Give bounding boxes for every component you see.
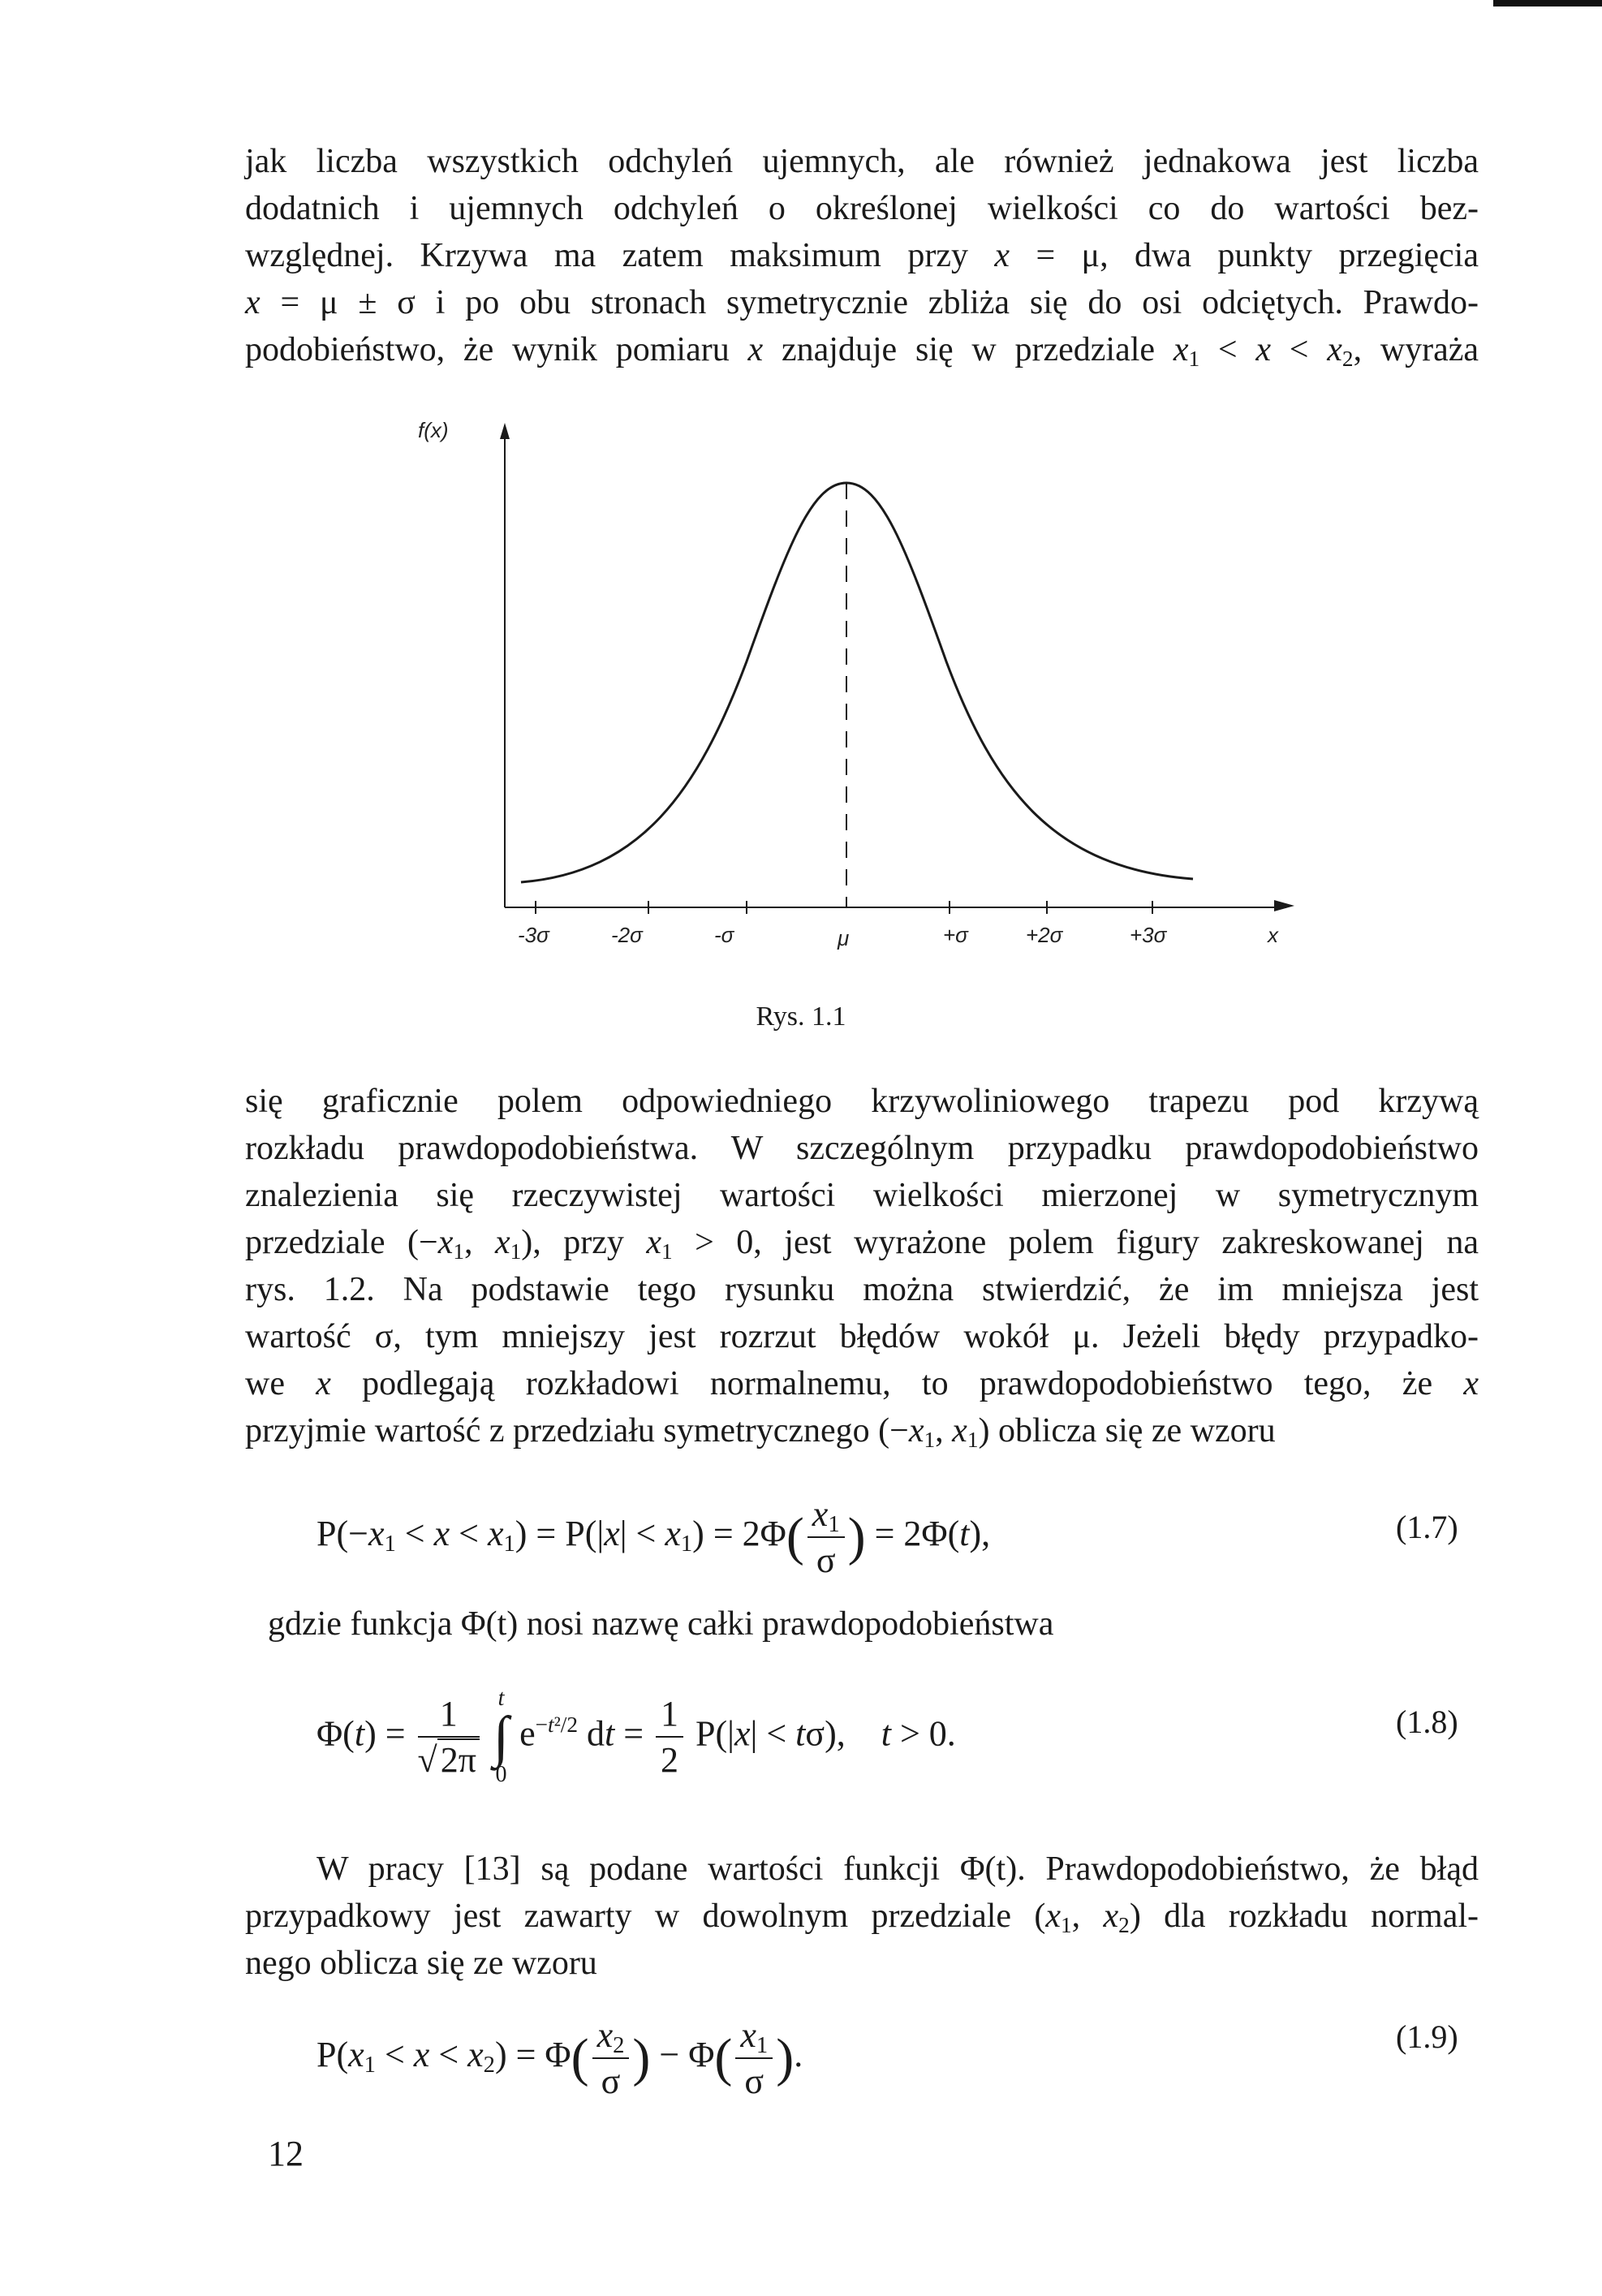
para1-line-3-a: względnej. Krzywa ma zatem maksimum przy xyxy=(245,237,968,274)
equation-number-1-7: (1.7) xyxy=(1396,1509,1458,1545)
para2-line-4: przedziale ($-x_1$, $x_1$), przy $x_1 > 0$, jest wyrażone polem figury zakreskowanej na xyxy=(245,1224,1479,1264)
scan-edge-mark xyxy=(1493,0,1602,6)
tick-label-minus-3sigma: -3σ xyxy=(518,923,549,947)
para1-line-5: podobieństwo, że wynik pomiaru x znajduje się w przedziale $x_1 < x < x_2$, wyraża xyxy=(245,331,1479,371)
para1-line-4: x = μ ± σ i po obu stronach symetrycznie zbliża się do osi odciętych. Prawdo- xyxy=(245,284,1479,321)
para2-line-3: znalezienia się rzeczywistej wartości wielkości mierzonej w symetrycznym xyxy=(245,1177,1479,1214)
tick-label-plus-sigma: +σ xyxy=(943,923,968,947)
para2-line-7-a: we xyxy=(245,1365,285,1402)
tick-label-plus-2sigma: +2σ xyxy=(1026,923,1063,947)
para2-line-4-a: przedziale xyxy=(245,1224,385,1261)
para2-line-1: się graficznie polem odpowiedniego krzywoliniowego trapezu pod krzywą xyxy=(245,1083,1479,1120)
normal-curve-plot xyxy=(487,418,1315,1002)
para2-line-8-a: przyjmie wartość z przedziału symetrycznego xyxy=(245,1412,870,1450)
para2-line-6-b: , tym mniejszy jest rozrzut błędów wokół xyxy=(393,1318,1049,1355)
tick-label-minus-2sigma: -2σ xyxy=(611,923,643,947)
para1-line-3: względnej. Krzywa ma zatem maksimum przy x = μ, dwa punkty przegięcia xyxy=(245,237,1479,274)
para1-line-2: dodatnich i ujemnych odchyleń o określonej wielkości co do wartości bez- xyxy=(245,190,1479,227)
para2-line-4-c: > 0, jest wyrażone polem figury zakreskowanej na xyxy=(695,1224,1479,1261)
x-axis-arrow xyxy=(1274,900,1294,911)
para2-line-7-b: podlegają rozkładowi normalnemu, to prawdopodobieństwo tego, że xyxy=(362,1365,1433,1402)
para2-line-8: przyjmie wartość z przedziału symetrycznego ($-x_1$, $x_1$) oblicza się ze wzoru xyxy=(245,1412,1276,1452)
normal-distribution-figure xyxy=(418,418,1315,1002)
equation-1-9: $P(x_1 < x < x_2) = \Phi$( $\frac{x_2}{\sigma}$ ) − Φ( $\frac{x_1}{\sigma}$ ). xyxy=(317,2015,803,2101)
equation-1-8: Φ(t) = $\frac{1}{√2\pi}$ t ∫ 0 $e^{-t^2/2}$ dt = $\frac{1}{2}$ P(|x| < tσ), t > 0. xyxy=(317,1686,956,1787)
para4-line-2: przypadkowy jest zawarty w dowolnym przedziale ($x_1$, $x_2$) dla rozkładu normal- xyxy=(245,1898,1479,1937)
equation-1-7: $P(-x_1 < x < x_1) = P(|x| < x_1) = 2\Phi$( $\frac{x_1}{\sigma}$ ) = 2Φ(t), xyxy=(317,1494,991,1580)
para4-line-2-b: dla rozkładu normal- xyxy=(1164,1898,1479,1935)
para4-line-3: nego oblicza się ze wzoru xyxy=(245,1945,597,1982)
para3-line: gdzie funkcja Φ(t) nosi nazwę całki prawdopodobieństwa xyxy=(268,1605,1054,1643)
tick-label-minus-sigma: -σ xyxy=(714,923,734,947)
y-axis-arrow xyxy=(500,423,510,439)
para1-line-3-b: , dwa punkty przegięcia xyxy=(1100,237,1479,274)
para2-line-7: we x podlegają rozkładowi normalnemu, to prawdopodobieństwo tego, że x xyxy=(245,1365,1479,1402)
para2-line-6-c: . Jeżeli błędy przypadko- xyxy=(1091,1318,1479,1355)
x-axis-label: x xyxy=(1268,923,1278,947)
para4-line-1: W pracy [13] są podane wartości funkcji Φ(t). Prawdopodobieństwo, że błąd xyxy=(317,1850,1479,1888)
tick-label-plus-3sigma: +3σ xyxy=(1130,923,1167,947)
figure-caption: Rys. 1.1 xyxy=(756,1002,846,1032)
para2-line-8-b: oblicza się ze wzoru xyxy=(997,1412,1276,1450)
y-axis-label: f(x) xyxy=(418,418,449,442)
para1-line-5-a: podobieństwo, że wynik pomiaru xyxy=(245,331,730,368)
bell-curve xyxy=(521,483,1193,882)
para1-line-4-b: i po obu stronach symetrycznie zbliża się do osi odciętych. Prawdo- xyxy=(435,284,1479,321)
para2-line-4-b: , przy xyxy=(532,1224,624,1261)
para2-line-2: rozkładu prawdopodobieństwa. W szczególnym przypadku prawdopodobieństwo xyxy=(245,1130,1479,1167)
para4-line-2-a: przypadkowy jest zawarty w dowolnym przedziale xyxy=(245,1898,1012,1935)
equation-number-1-8: (1.8) xyxy=(1396,1704,1458,1740)
page-number: 12 xyxy=(268,2134,304,2173)
para2-line-5: rys. 1.2. Na podstawie tego rysunku można stwierdzić, że im mniejsza jest xyxy=(245,1271,1479,1308)
tick-label-mu: μ xyxy=(838,926,850,950)
para1-line-1: jak liczba wszystkich odchyleń ujemnych, ale również jednakowa jest liczba xyxy=(245,143,1479,180)
equation-number-1-9: (1.9) xyxy=(1396,2018,1458,2055)
para1-line-5-c: , wyraża xyxy=(1353,331,1479,368)
para2-line-6: wartość σ, tym mniejszy jest rozrzut błędów wokół μ. Jeżeli błędy przypadko- xyxy=(245,1318,1479,1355)
para1-line-5-b: znajduje się w przedziale xyxy=(781,331,1156,368)
para2-line-6-a: wartość xyxy=(245,1318,351,1355)
